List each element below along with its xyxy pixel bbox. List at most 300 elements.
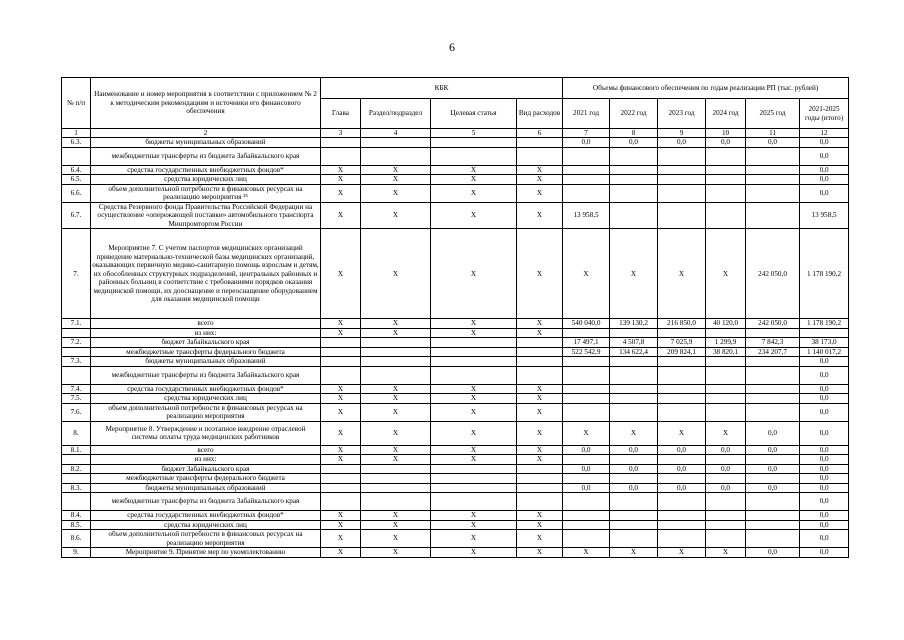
row-value-cell: 17 497,1	[563, 338, 610, 347]
table-row	[62, 384, 849, 393]
row-value-cell: 0,0	[800, 530, 849, 548]
row-value-cell	[610, 366, 658, 384]
row-value-cell: X	[658, 421, 706, 445]
row-value-cell: X	[563, 421, 610, 445]
row-value-cell	[431, 147, 517, 165]
row-value-cell: X	[706, 548, 746, 557]
row-value-cell: 0,0	[800, 445, 849, 454]
row-value-cell: 0,0	[800, 403, 849, 421]
row-value-cell	[610, 455, 658, 464]
row-value-cell	[658, 366, 706, 384]
row-value-cell	[361, 347, 431, 356]
table-row	[62, 483, 849, 492]
row-value-cell: 0,0	[800, 464, 849, 473]
table-row	[62, 474, 849, 483]
table-row	[62, 403, 849, 421]
row-number-cell: 9.	[62, 548, 91, 557]
row-value-cell	[658, 184, 706, 202]
row-value-cell	[658, 511, 706, 520]
table-row	[62, 184, 849, 202]
table-row	[62, 520, 849, 529]
row-value-cell	[431, 138, 517, 147]
row-value-cell	[706, 394, 746, 403]
table-row	[62, 455, 849, 464]
row-value-cell: 134 622,4	[610, 347, 658, 356]
row-value-cell	[517, 366, 563, 384]
row-value-cell	[321, 366, 361, 384]
table-row	[62, 357, 849, 366]
row-value-cell: 0,0	[800, 384, 849, 393]
row-value-cell	[658, 474, 706, 483]
table-row	[62, 530, 849, 548]
row-value-cell: X	[517, 184, 563, 202]
row-value-cell: X	[706, 421, 746, 445]
row-value-cell: 0,0	[800, 138, 849, 147]
row-value-cell: 0,0	[563, 464, 610, 473]
row-value-cell: X	[563, 548, 610, 557]
row-value-cell: 13 958,5	[800, 202, 849, 228]
row-value-cell: X	[321, 403, 361, 421]
row-value-cell: 0,0	[610, 464, 658, 473]
row-value-cell: X	[431, 403, 517, 421]
row-number-cell: 8.3.	[62, 483, 91, 492]
row-number-cell: 6.7.	[62, 202, 91, 228]
row-number-cell: 7.5.	[62, 394, 91, 403]
row-value-cell: 0,0	[610, 138, 658, 147]
row-value-cell	[563, 384, 610, 393]
row-value-cell	[610, 202, 658, 228]
row-value-cell: 38 173,0	[800, 338, 849, 347]
row-value-cell: X	[321, 394, 361, 403]
row-value-cell: X	[610, 421, 658, 445]
row-value-cell	[746, 328, 800, 337]
row-number-cell: 7.6.	[62, 403, 91, 421]
row-value-cell: X	[321, 319, 361, 328]
row-value-cell	[563, 520, 610, 529]
row-value-cell: X	[361, 202, 431, 228]
row-value-cell	[746, 175, 800, 184]
row-value-cell: X	[517, 530, 563, 548]
row-value-cell: 0,0	[800, 184, 849, 202]
row-value-cell	[517, 347, 563, 356]
row-value-cell: X	[517, 455, 563, 464]
row-value-cell: X	[431, 548, 517, 557]
row-value-cell: 0,0	[706, 464, 746, 473]
row-value-cell: X	[431, 421, 517, 445]
row-value-cell: 0,0	[800, 474, 849, 483]
col-number: 6	[517, 129, 563, 138]
row-value-cell	[321, 347, 361, 356]
row-value-cell	[658, 455, 706, 464]
row-value-cell: 0,0	[800, 366, 849, 384]
row-value-cell: 242 050,0	[746, 319, 800, 328]
row-value-cell: 0,0	[658, 483, 706, 492]
row-name-cell: всего	[91, 445, 321, 454]
row-value-cell	[563, 165, 610, 174]
row-number-cell: 8.4.	[62, 511, 91, 520]
row-value-cell: X	[321, 455, 361, 464]
row-name-cell: из них:	[91, 328, 321, 337]
row-value-cell	[658, 147, 706, 165]
row-value-cell	[517, 138, 563, 147]
row-value-cell	[746, 184, 800, 202]
row-value-cell	[361, 138, 431, 147]
row-value-cell: X	[517, 394, 563, 403]
row-value-cell: X	[517, 229, 563, 319]
row-value-cell: X	[321, 184, 361, 202]
row-value-cell	[706, 328, 746, 337]
row-value-cell	[658, 403, 706, 421]
header-2022: 2022 год	[610, 99, 658, 129]
row-value-cell: 0,0	[800, 421, 849, 445]
row-name-cell: межбюджетные трансферты из бюджета Забайкальского края	[91, 366, 321, 384]
row-value-cell: X	[517, 421, 563, 445]
row-value-cell: X	[361, 511, 431, 520]
row-value-cell: 38 820,1	[706, 347, 746, 356]
row-value-cell	[361, 474, 431, 483]
row-number-cell	[62, 147, 91, 165]
header-volume: Объемы финансового обеспечения по годам реализации РП (тыс. рублей)	[563, 78, 849, 99]
row-value-cell	[321, 338, 361, 347]
row-value-cell: 0,0	[746, 548, 800, 557]
row-value-cell	[563, 403, 610, 421]
row-name-cell: Мероприятие 7. С учетом паспортов медицинских организаций приведение материально-технической базы медицинских организаций, оказывающих первичную медико-санитарную помощь взрослым и детям, их обособленных структурных подразделений, центральных районных и районных больниц в соответствие с требованиями порядков оказания медицинской помощи, их дооснащение и переоснащение оборудованием для оказания медицинской помощи	[91, 229, 321, 319]
row-value-cell: X	[431, 384, 517, 393]
row-value-cell: 0,0	[800, 165, 849, 174]
row-value-cell	[563, 357, 610, 366]
col-number: 1	[62, 129, 91, 138]
row-value-cell: X	[658, 548, 706, 557]
row-value-cell: X	[431, 184, 517, 202]
row-value-cell: 0,0	[800, 175, 849, 184]
row-number-cell: 6.3.	[62, 138, 91, 147]
row-value-cell: 1 178 190,2	[800, 229, 849, 319]
header-num: № п/п	[62, 78, 91, 129]
row-name-cell: межбюджетные трансферты федерального бюджета	[91, 474, 321, 483]
row-value-cell: X	[517, 403, 563, 421]
table-row	[62, 366, 849, 384]
row-value-cell: X	[361, 384, 431, 393]
row-value-cell: 0,0	[800, 520, 849, 529]
row-value-cell	[361, 357, 431, 366]
column-number-row	[62, 129, 849, 138]
row-value-cell	[658, 202, 706, 228]
row-value-cell: X	[361, 184, 431, 202]
row-value-cell	[746, 165, 800, 174]
row-value-cell: X	[431, 455, 517, 464]
row-number-cell: 7.2.	[62, 338, 91, 347]
row-value-cell: 7 842,3	[746, 338, 800, 347]
row-value-cell: X	[361, 229, 431, 319]
row-value-cell: X	[517, 165, 563, 174]
row-value-cell: 216 850,0	[658, 319, 706, 328]
row-value-cell: X	[321, 229, 361, 319]
row-value-cell: 1 299,9	[706, 338, 746, 347]
row-value-cell: X	[361, 328, 431, 337]
row-value-cell	[610, 511, 658, 520]
row-value-cell: 0,0	[800, 455, 849, 464]
row-value-cell	[746, 403, 800, 421]
row-value-cell: 522 542,9	[563, 347, 610, 356]
header-statya: Целевая статья	[431, 99, 517, 129]
row-number-cell	[62, 474, 91, 483]
row-value-cell	[563, 366, 610, 384]
row-value-cell	[431, 464, 517, 473]
row-value-cell	[746, 147, 800, 165]
table-row	[62, 464, 849, 473]
row-value-cell: X	[361, 175, 431, 184]
row-value-cell	[658, 357, 706, 366]
row-value-cell	[706, 474, 746, 483]
row-value-cell	[610, 493, 658, 511]
table-row	[62, 147, 849, 165]
row-value-cell	[706, 165, 746, 174]
row-value-cell: X	[321, 421, 361, 445]
row-value-cell	[706, 357, 746, 366]
row-value-cell	[610, 175, 658, 184]
row-value-cell: 0,0	[706, 445, 746, 454]
row-value-cell	[431, 338, 517, 347]
row-value-cell	[361, 147, 431, 165]
row-value-cell: X	[361, 394, 431, 403]
row-value-cell	[517, 474, 563, 483]
row-value-cell: 0,0	[746, 445, 800, 454]
row-name-cell: бюджеты муниципальных образований	[91, 357, 321, 366]
row-number-cell: 7.	[62, 229, 91, 319]
row-value-cell: 0,0	[658, 445, 706, 454]
row-value-cell: 0,0	[658, 138, 706, 147]
row-value-cell	[658, 394, 706, 403]
row-value-cell: 7 025,9	[658, 338, 706, 347]
row-number-cell: 7.3.	[62, 357, 91, 366]
row-value-cell: 0,0	[800, 548, 849, 557]
row-value-cell: X	[517, 384, 563, 393]
row-value-cell	[610, 357, 658, 366]
row-value-cell: X	[321, 328, 361, 337]
header-2023: 2023 год	[658, 99, 706, 129]
row-value-cell	[361, 338, 431, 347]
row-number-cell: 7.4.	[62, 384, 91, 393]
header-vid: Вид расходов	[517, 99, 563, 129]
row-value-cell: X	[431, 165, 517, 174]
row-value-cell: 540 040,0	[563, 319, 610, 328]
row-value-cell	[746, 202, 800, 228]
row-value-cell: 0,0	[610, 483, 658, 492]
table-row	[62, 338, 849, 347]
row-value-cell: 139 130,2	[610, 319, 658, 328]
row-value-cell: 0,0	[563, 483, 610, 492]
row-value-cell: X	[431, 394, 517, 403]
row-value-cell	[563, 455, 610, 464]
row-value-cell: X	[431, 530, 517, 548]
row-value-cell	[706, 202, 746, 228]
row-value-cell	[746, 520, 800, 529]
row-value-cell	[658, 328, 706, 337]
row-value-cell	[706, 493, 746, 511]
row-value-cell	[610, 384, 658, 393]
row-value-cell	[610, 474, 658, 483]
row-value-cell	[321, 493, 361, 511]
row-value-cell	[746, 455, 800, 464]
row-value-cell: X	[361, 319, 431, 328]
row-value-cell	[746, 493, 800, 511]
row-value-cell: X	[431, 520, 517, 529]
row-value-cell	[746, 384, 800, 393]
row-value-cell	[746, 530, 800, 548]
row-value-cell: X	[321, 511, 361, 520]
row-value-cell: X	[321, 384, 361, 393]
row-value-cell: 0,0	[800, 394, 849, 403]
row-value-cell	[610, 520, 658, 529]
row-value-cell: X	[706, 229, 746, 319]
row-value-cell: 242 050,0	[746, 229, 800, 319]
row-value-cell	[563, 184, 610, 202]
row-value-cell	[658, 493, 706, 511]
col-number: 10	[706, 129, 746, 138]
row-number-cell: 7.1.	[62, 319, 91, 328]
row-value-cell	[517, 483, 563, 492]
row-value-cell: X	[658, 229, 706, 319]
row-name-cell: из них:	[91, 455, 321, 464]
row-value-cell	[563, 474, 610, 483]
row-value-cell: 1 140 017,2	[800, 347, 849, 356]
row-value-cell	[321, 483, 361, 492]
table-row	[62, 165, 849, 174]
row-value-cell: X	[361, 455, 431, 464]
col-number: 5	[431, 129, 517, 138]
row-name-cell: объем дополнительной потребности в финансовых ресурсах на реализацию мероприятия	[91, 403, 321, 421]
col-number: 8	[610, 129, 658, 138]
row-value-cell: X	[431, 229, 517, 319]
row-number-cell: 6.6.	[62, 184, 91, 202]
row-value-cell: 0,0	[800, 357, 849, 366]
row-value-cell	[746, 394, 800, 403]
row-value-cell: 0,0	[563, 138, 610, 147]
header-row-1	[62, 78, 849, 99]
row-value-cell: 209 824,1	[658, 347, 706, 356]
row-name-cell: межбюджетные трансферты федерального бюджета	[91, 347, 321, 356]
row-name-cell: бюджеты муниципальных образований	[91, 138, 321, 147]
row-value-cell: X	[431, 175, 517, 184]
row-value-cell	[563, 530, 610, 548]
row-value-cell	[517, 493, 563, 511]
row-value-cell: 0,0	[800, 483, 849, 492]
table-row	[62, 394, 849, 403]
row-value-cell	[706, 455, 746, 464]
row-name-cell: объем дополнительной потребности в финансовых ресурсах на реализацию мероприятия ²⁵	[91, 184, 321, 202]
row-value-cell: X	[563, 229, 610, 319]
row-value-cell: X	[517, 520, 563, 529]
row-value-cell: X	[517, 175, 563, 184]
table-row	[62, 493, 849, 511]
header-2025: 2025 год	[746, 99, 800, 129]
col-number: 7	[563, 129, 610, 138]
row-value-cell: 0,0	[800, 493, 849, 511]
row-value-cell	[746, 474, 800, 483]
col-number: 2	[91, 129, 321, 138]
table-row	[62, 202, 849, 228]
row-number-cell: 8.2.	[62, 464, 91, 473]
header-name: Наименование и номер мероприятия в соответствии с приложением № 2 к методическим рекомендациям и источники его финансового обеспечения	[91, 78, 321, 129]
row-value-cell: 0,0	[610, 445, 658, 454]
row-value-cell	[746, 366, 800, 384]
row-value-cell: X	[321, 520, 361, 529]
row-name-cell: средства юридических лиц	[91, 520, 321, 529]
row-value-cell	[706, 175, 746, 184]
row-value-cell: 0,0	[706, 483, 746, 492]
row-value-cell	[431, 493, 517, 511]
row-number-cell	[62, 455, 91, 464]
col-number: 9	[658, 129, 706, 138]
row-number-cell	[62, 366, 91, 384]
row-value-cell	[431, 366, 517, 384]
row-value-cell: X	[361, 421, 431, 445]
col-number: 3	[321, 129, 361, 138]
row-value-cell	[706, 384, 746, 393]
row-number-cell: 6.4.	[62, 165, 91, 174]
header-total: 2021-2025 годы (итого)	[800, 99, 849, 129]
row-value-cell: 0,0	[563, 445, 610, 454]
row-name-cell: средства юридических лиц	[91, 175, 321, 184]
row-value-cell	[517, 338, 563, 347]
row-value-cell	[321, 464, 361, 473]
row-name-cell: бюджеты муниципальных образований	[91, 483, 321, 492]
header-2021: 2021 год	[563, 99, 610, 129]
row-value-cell	[706, 511, 746, 520]
col-number: 11	[746, 129, 800, 138]
row-value-cell: 40 120,0	[706, 319, 746, 328]
row-value-cell	[610, 394, 658, 403]
row-value-cell	[610, 165, 658, 174]
row-value-cell: 4 507,8	[610, 338, 658, 347]
row-value-cell	[658, 384, 706, 393]
row-name-cell: средства государственных внебюджетных фондов*	[91, 511, 321, 520]
table-row	[62, 347, 849, 356]
row-value-cell: 13 958,5	[563, 202, 610, 228]
row-value-cell: X	[517, 548, 563, 557]
row-value-cell: 1 178 190,2	[800, 319, 849, 328]
row-value-cell: X	[431, 445, 517, 454]
table-row	[62, 328, 849, 337]
header-razdel: Раздел/подраздел	[361, 99, 431, 129]
row-value-cell	[361, 493, 431, 511]
row-value-cell	[563, 147, 610, 165]
row-value-cell	[610, 530, 658, 548]
row-number-cell: 8.5.	[62, 520, 91, 529]
row-value-cell: X	[321, 165, 361, 174]
row-name-cell: Мероприятие 9. Принятие мер по укомплектованию	[91, 548, 321, 557]
row-value-cell	[658, 530, 706, 548]
row-value-cell	[706, 530, 746, 548]
row-number-cell: 8.1.	[62, 445, 91, 454]
row-value-cell: 0,0	[800, 511, 849, 520]
table-row	[62, 138, 849, 147]
row-value-cell: 0,0	[746, 421, 800, 445]
row-name-cell: Средства Резервного фонда Правительства Российской Федерации на осуществление «опережающей поставки» автомобильного транспорта Минпромторгом России	[91, 202, 321, 228]
row-value-cell: X	[321, 548, 361, 557]
financing-table	[61, 77, 849, 558]
row-value-cell	[517, 357, 563, 366]
page-number: 6	[449, 40, 455, 54]
row-number-cell: 8.	[62, 421, 91, 445]
header-glava: Глава	[321, 99, 361, 129]
row-value-cell	[658, 520, 706, 529]
row-value-cell	[563, 394, 610, 403]
row-value-cell: X	[361, 548, 431, 557]
row-value-cell: X	[431, 319, 517, 328]
row-value-cell: X	[321, 202, 361, 228]
row-value-cell	[517, 464, 563, 473]
